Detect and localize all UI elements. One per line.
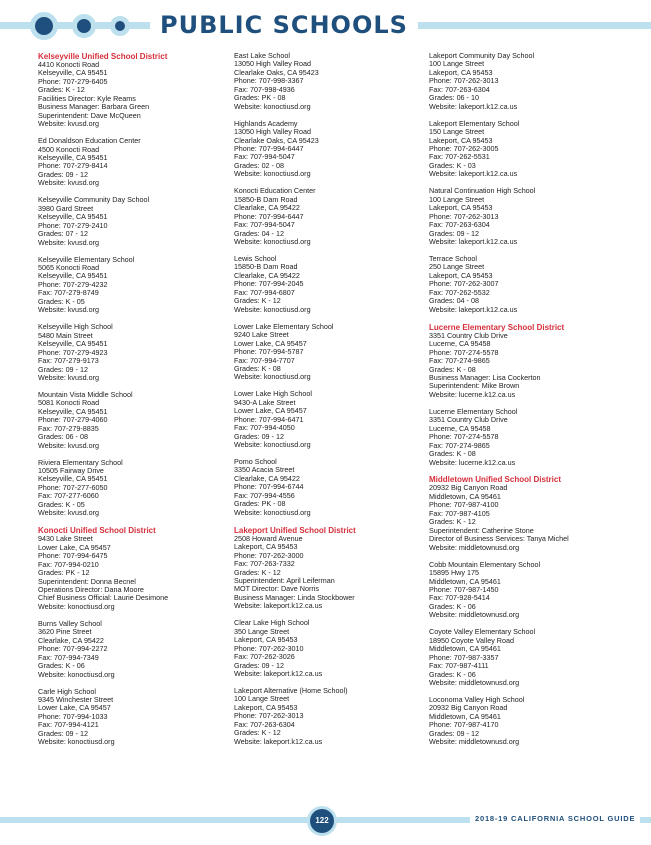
school-detail: 4500 Konocti Road (38, 144, 100, 154)
school-detail: Grades: K - 12 (234, 567, 281, 577)
school-detail: Phone: 707-274-5578 (429, 432, 499, 442)
school-detail: Grades: 07 - 12 (38, 229, 88, 239)
school-detail: Kelseyville, CA 95451 (38, 212, 108, 222)
school-detail: Clearlake Oaks, CA 95423 (234, 67, 319, 77)
district-name: Kelseyville Unified School District (38, 52, 168, 61)
school-entry (38, 459, 228, 518)
school-detail: Website: konoctiusd.org (234, 440, 311, 450)
school-detail: Website: lakeport.k12.ca.us (234, 736, 323, 746)
school-detail: 20932 Big Canyon Road (429, 483, 508, 493)
school-detail: 5480 Main Street (38, 330, 93, 340)
school-detail: Grades: K - 12 (234, 296, 281, 306)
school-name: Kelseyville Community Day School (38, 195, 150, 205)
school-name: Lakeport Community Day School (429, 51, 535, 60)
school-detail: 3620 Pine Street (38, 627, 92, 637)
school-entry (38, 323, 228, 382)
school-detail: Phone: 707-994-1033 (38, 711, 108, 721)
school-detail: Phone: 707-998-3367 (234, 76, 304, 86)
school-detail: Website: kvusd.org (38, 119, 99, 129)
school-detail: Phone: 707-994-6475 (38, 551, 108, 561)
school-detail: Clearlake Oaks, CA 95423 (234, 135, 319, 145)
school-detail: Fax: 707-928-5414 (429, 593, 490, 603)
school-detail: 3351 Country Club Drive (429, 330, 508, 340)
school-entry (429, 52, 619, 111)
guide-title-container (470, 811, 640, 827)
school-entry (429, 255, 619, 314)
school-detail: Lakeport, CA 95453 (234, 542, 298, 552)
school-detail: 2508 Howard Avenue (234, 533, 303, 543)
school-detail: Superintendent: April Leiferman (234, 575, 335, 585)
school-detail: Lower Lake, CA 95457 (38, 703, 111, 713)
school-detail: Fax: 707-277-6060 (38, 491, 99, 501)
school-detail: Fax: 707-994-4050 (234, 423, 295, 433)
school-detail: Fax: 707-994-4556 (234, 490, 295, 500)
school-detail: Superintendent: Catherine Stone (429, 525, 534, 535)
school-detail: 3351 Country Club Drive (429, 415, 508, 425)
school-entry (234, 390, 424, 449)
school-name: Coyote Valley Elementary School (429, 627, 536, 637)
school-detail: 3980 Gard Street (38, 203, 94, 213)
school-detail: Fax: 707-279-8749 (38, 288, 99, 298)
school-detail: Lucerne, CA 95458 (429, 423, 491, 433)
school-detail: Phone: 707-987-3357 (429, 652, 499, 662)
school-detail: Website: lucerne.k12.ca.us (429, 389, 516, 399)
school-detail: Website: middletownusd.org (429, 610, 520, 620)
school-detail: Clearlake, CA 95422 (234, 473, 300, 483)
school-detail: 15850-B Dam Road (234, 262, 298, 272)
school-detail: 250 Lange Street (429, 262, 485, 272)
school-detail: Business Manager: Lisa Cockerton (429, 372, 541, 382)
school-detail: MOT Director: Dave Norris (234, 584, 319, 594)
school-detail: 10505 Fairway Drive (38, 466, 104, 476)
school-detail: 4410 Konocti Road (38, 60, 100, 69)
school-detail: Grades: 04 - 12 (234, 228, 284, 238)
header-dot-large (30, 12, 58, 40)
school-entry (234, 458, 424, 517)
school-detail: Phone: 707-262-3010 (234, 643, 304, 653)
school-detail: Phone: 707-279-6405 (38, 76, 108, 86)
school-detail: Business Manager: Linda Stockbower (234, 592, 355, 602)
school-detail: Grades: 09 - 12 (429, 228, 479, 238)
school-detail: 15850-B Dam Road (234, 194, 298, 204)
school-detail: Business Manager: Barbara Green (38, 102, 150, 112)
school-detail: Clearlake, CA 95422 (234, 203, 300, 213)
school-detail: Grades: K - 08 (429, 449, 476, 459)
school-detail: Phone: 707-279-2410 (38, 220, 108, 230)
school-detail: Phone: 707-274-5578 (429, 347, 499, 357)
school-detail: Grades: K - 08 (429, 364, 476, 374)
school-detail: Grades: 02 - 08 (234, 160, 284, 170)
school-entry (38, 391, 228, 450)
school-detail: 9430 Lake Street (38, 534, 93, 544)
school-detail: Phone: 707-279-4060 (38, 415, 108, 425)
school-name: East Lake School (234, 51, 290, 60)
school-detail: Fax: 707-263-6304 (429, 220, 490, 230)
school-entry (38, 688, 228, 747)
school-detail: Phone: 707-994-6447 (234, 211, 304, 221)
school-detail: Website: konoctiusd.org (234, 372, 311, 382)
school-detail: Operations Director: Dana Moore (38, 584, 144, 594)
school-name: Pomo School (234, 457, 277, 467)
school-name: Ed Donaldson Education Center (38, 136, 141, 146)
school-detail: Grades: PK - 08 (234, 93, 286, 103)
school-detail: Phone: 707-279-4923 (38, 347, 108, 357)
school-detail: Grades: 09 - 12 (234, 660, 284, 670)
school-detail: Website: middletownusd.org (429, 737, 520, 747)
school-name: Kelseyville High School (38, 322, 113, 332)
school-detail: Fax: 707-274-9865 (429, 440, 490, 450)
school-name: Highlands Academy (234, 118, 298, 128)
school-name: Clear Lake High School (234, 618, 310, 628)
school-detail: Website: kvusd.org (38, 440, 99, 450)
school-detail: Kelseyville, CA 95451 (38, 339, 108, 349)
school-detail: Fax: 707-263-6304 (429, 84, 490, 94)
school-detail: Grades: 09 - 12 (234, 431, 284, 441)
school-detail: Fax: 707-987-4111 (429, 661, 489, 671)
school-entry (429, 561, 619, 620)
school-detail: Grades: K - 12 (234, 728, 281, 738)
school-detail: Website: lucerne.k12.ca.us (429, 457, 516, 467)
school-detail: Phone: 707-994-2272 (38, 644, 108, 654)
school-detail: Phone: 707-987-1450 (429, 584, 499, 594)
school-detail: Grades: K - 06 (429, 601, 476, 611)
school-detail: Fax: 707-263-6304 (234, 719, 295, 729)
school-detail: Website: konoctiusd.org (234, 304, 311, 314)
school-name: Mountain Vista Middle School (38, 389, 133, 399)
school-detail: Phone: 707-279-4232 (38, 279, 108, 289)
school-detail: Grades: K - 05 (38, 296, 85, 306)
header-dot-small (110, 16, 130, 36)
school-detail: Grades: 04 - 08 (429, 296, 479, 306)
school-detail: Website: lakeport.k12.ca.us (429, 304, 518, 314)
school-detail: Grades: K - 06 (38, 661, 85, 671)
school-detail: 5065 Konocti Road (38, 263, 100, 273)
school-detail: Website: lakeport.k12.ca.us (429, 237, 518, 247)
page-title-container (150, 8, 418, 42)
school-detail: Clearlake, CA 95422 (234, 270, 300, 280)
school-entry (429, 628, 619, 687)
school-entry (38, 256, 228, 315)
school-detail: Phone: 707-262-3007 (429, 279, 499, 289)
school-entry (429, 120, 619, 179)
school-detail: Fax: 707-279-8835 (38, 423, 99, 433)
header-dot-medium (72, 14, 96, 38)
school-name: Kelseyville Elementary School (38, 254, 135, 264)
school-detail: Grades: K - 03 (429, 160, 476, 170)
school-detail: Grades: 06 - 08 (38, 432, 88, 442)
school-detail: 100 Lange Street (234, 694, 290, 704)
school-detail: 9430-A Lake Street (234, 397, 296, 407)
school-detail: Phone: 707-262-3000 (234, 550, 304, 560)
school-name: Burns Valley School (38, 618, 102, 628)
school-detail: Fax: 707-994-4121 (38, 720, 99, 730)
school-detail: Grades: K - 05 (38, 499, 85, 509)
school-entry (38, 620, 228, 679)
school-entry (234, 52, 424, 111)
column-1 (38, 52, 228, 755)
school-entry (38, 137, 228, 188)
district-name: Lakeport Unified School District (234, 525, 356, 535)
district-name: Konocti Unified School District (38, 526, 156, 536)
school-detail: Phone: 707-277-6050 (38, 482, 108, 492)
school-name: Lower Lake High School (234, 389, 312, 399)
school-detail: 5081 Konocti Road (38, 398, 100, 408)
school-detail: Website: middletownusd.org (429, 542, 520, 552)
school-detail: Grades: PK - 12 (38, 568, 90, 578)
school-detail: 350 Lange Street (234, 626, 290, 636)
school-detail: Lucerne, CA 95458 (429, 339, 491, 349)
school-detail: Superintendent: Dave McQueen (38, 110, 141, 120)
school-name: Riviera Elementary School (38, 457, 123, 467)
school-detail: Grades: 09 - 12 (38, 169, 88, 179)
school-detail: Phone: 707-262-3013 (429, 211, 499, 221)
school-detail: Phone: 707-994-6471 (234, 414, 304, 424)
school-detail: Fax: 707-262-3026 (234, 652, 295, 662)
school-detail: Lakeport, CA 95453 (429, 135, 493, 145)
school-detail: Lower Lake, CA 95457 (234, 406, 307, 416)
school-detail: Grades: K - 06 (429, 669, 476, 679)
school-detail: Chief Business Official: Laurie Desimone (38, 593, 169, 603)
school-detail: 9240 Lake Street (234, 330, 289, 340)
school-detail: Superintendent: Donna Becnel (38, 576, 136, 586)
school-detail: Website: konoctiusd.org (38, 669, 115, 679)
school-detail: Clearlake, CA 95422 (38, 635, 104, 645)
school-name: Loconoma Valley High School (429, 694, 525, 704)
column-2 (234, 52, 424, 755)
school-detail: Director of Business Services: Tanya Michel (429, 534, 569, 544)
school-name: Natural Continuation High School (429, 186, 536, 196)
school-detail: Phone: 707-262-3013 (429, 76, 499, 86)
school-detail: Website: lakeport.k12.ca.us (429, 101, 518, 111)
school-name: Konocti Education Center (234, 186, 316, 196)
school-detail: Grades: 09 - 12 (38, 728, 88, 738)
school-detail: 150 Lange Street (429, 127, 485, 137)
school-detail: Grades: K - 12 (429, 517, 476, 527)
school-detail: Grades: 06 - 10 (429, 93, 479, 103)
school-detail: Fax: 707-262-5532 (429, 287, 490, 297)
school-entry (234, 120, 424, 179)
school-detail: 100 Lange Street (429, 194, 485, 204)
school-detail: Website: konoctiusd.org (234, 507, 311, 517)
school-detail: Website: kvusd.org (38, 305, 99, 315)
school-detail: Phone: 707-994-2045 (234, 279, 304, 289)
school-detail: Website: lakeport.k12.ca.us (429, 169, 518, 179)
school-detail: Fax: 707-994-7349 (38, 652, 99, 662)
school-entry (234, 687, 424, 746)
school-detail: 3350 Acacia Street (234, 465, 295, 475)
district-entry (38, 526, 228, 611)
page-number: 122 (310, 809, 334, 833)
school-detail: Website: konoctiusd.org (234, 169, 311, 179)
school-name: Lakeport Alternative (Home School) (234, 685, 348, 695)
district-name: Middletown Unified School District (429, 475, 561, 485)
school-detail: Superintendent: Mike Brown (429, 381, 520, 391)
school-detail: Phone: 707-994-6447 (234, 144, 304, 154)
school-detail: Middletown, CA 95461 (429, 576, 501, 586)
school-name: Lewis School (234, 254, 277, 264)
school-detail: 13050 High Valley Road (234, 59, 311, 69)
school-detail: Grades: K - 08 (234, 363, 281, 373)
school-detail: Phone: 707-279-8414 (38, 161, 108, 171)
school-detail: Fax: 707-998-4936 (234, 84, 295, 94)
school-detail: Facilities Director: Kyle Reams (38, 93, 136, 103)
district-entry (429, 323, 619, 400)
school-detail: 15895 Hwy 175 (429, 568, 479, 578)
school-detail: Fax: 707-263-7332 (234, 559, 295, 569)
school-detail: Fax: 707-994-6807 (234, 287, 295, 297)
school-entry (234, 255, 424, 314)
school-detail: Lakeport, CA 95453 (429, 270, 493, 280)
school-name: Carle High School (38, 686, 96, 696)
school-detail: Lakeport, CA 95453 (234, 702, 298, 712)
school-detail: Middletown, CA 95461 (429, 491, 501, 501)
school-detail: Website: konoctiusd.org (38, 737, 115, 747)
school-detail: Middletown, CA 95461 (429, 644, 501, 654)
school-detail: Website: kvusd.org (38, 372, 99, 382)
school-detail: 13050 High Valley Road (234, 127, 311, 137)
school-detail: Website: kvusd.org (38, 237, 99, 247)
school-detail: Website: kvusd.org (38, 508, 99, 518)
school-name: Lower Lake Elementary School (234, 321, 334, 331)
school-detail: Website: middletownusd.org (429, 678, 520, 687)
school-detail: Fax: 707-262-5531 (429, 152, 490, 162)
school-detail: Fax: 707-274-9865 (429, 356, 490, 366)
school-detail: Kelseyville, CA 95451 (38, 153, 108, 163)
district-entry (38, 52, 228, 129)
school-detail: Fax: 707-994-7707 (234, 355, 295, 365)
district-entry (234, 526, 424, 611)
district-entry (429, 475, 619, 552)
school-detail: 9345 Winchester Street (38, 694, 114, 704)
school-detail: Phone: 707-987-4100 (429, 500, 499, 510)
school-detail: Grades: 09 - 12 (429, 728, 479, 738)
school-detail: 100 Lange Street (429, 59, 485, 69)
school-entry (234, 187, 424, 246)
column-3 (429, 52, 619, 755)
school-detail: Kelseyville, CA 95451 (38, 406, 108, 416)
page-title: PUBLIC SCHOOLS (160, 11, 408, 39)
school-detail: Phone: 707-994-5787 (234, 347, 304, 357)
school-entry (234, 323, 424, 382)
school-detail: Website: konoctiusd.org (234, 237, 311, 247)
school-detail: Lakeport, CA 95453 (429, 203, 493, 213)
school-detail: Phone: 707-262-3013 (234, 711, 304, 721)
school-detail: Fax: 707-994-5047 (234, 152, 295, 162)
guide-title: 2018-19 CALIFORNIA SCHOOL GUIDE (475, 814, 636, 823)
school-detail: 20932 Big Canyon Road (429, 703, 508, 713)
school-detail: Phone: 707-987-4170 (429, 720, 499, 730)
school-name: Lakeport Elementary School (429, 118, 520, 128)
school-detail: Fax: 707-994-0210 (38, 559, 99, 569)
school-detail: Fax: 707-279-9173 (38, 356, 99, 366)
school-entry (234, 619, 424, 678)
school-detail: Lower Lake, CA 95457 (234, 338, 307, 348)
school-detail: Kelseyville, CA 95451 (38, 474, 108, 484)
school-name: Terrace School (429, 254, 477, 264)
school-detail: Lower Lake, CA 95457 (38, 542, 111, 552)
school-detail: Kelseyville, CA 95451 (38, 271, 108, 281)
school-detail: Grades: 09 - 12 (38, 364, 88, 374)
school-name: Lucerne Elementary School (429, 406, 518, 416)
school-detail: Lakeport, CA 95453 (429, 67, 493, 77)
school-detail: Website: kvusd.org (38, 178, 99, 188)
school-entry (38, 196, 228, 247)
school-detail: Kelseyville, CA 95451 (38, 68, 108, 78)
school-detail: 18950 Coyote Valley Road (429, 635, 514, 645)
school-entry (429, 696, 619, 747)
school-detail: Fax: 707-987-4105 (429, 508, 490, 518)
school-entry (429, 408, 619, 467)
school-detail: Website: lakeport.k12.ca.us (234, 601, 323, 611)
page-number-badge (307, 806, 337, 836)
school-detail: Middletown, CA 95461 (429, 711, 501, 721)
school-name: Cobb Mountain Elementary School (429, 559, 541, 569)
school-entry (429, 187, 619, 246)
school-detail: Website: lakeport.k12.ca.us (234, 669, 323, 678)
school-detail: Phone: 707-262-3005 (429, 144, 499, 154)
school-detail: Lakeport, CA 95453 (234, 635, 298, 645)
school-detail: Website: konoctiusd.org (234, 101, 311, 111)
school-detail: Fax: 707-994-5047 (234, 220, 295, 230)
school-detail: Phone: 707-994-6744 (234, 482, 304, 492)
school-detail: Grades: K - 12 (38, 85, 85, 95)
district-name: Lucerne Elementary School District (429, 322, 565, 332)
school-detail: Website: konoctiusd.org (38, 601, 115, 611)
school-detail: Grades: PK - 08 (234, 499, 286, 509)
